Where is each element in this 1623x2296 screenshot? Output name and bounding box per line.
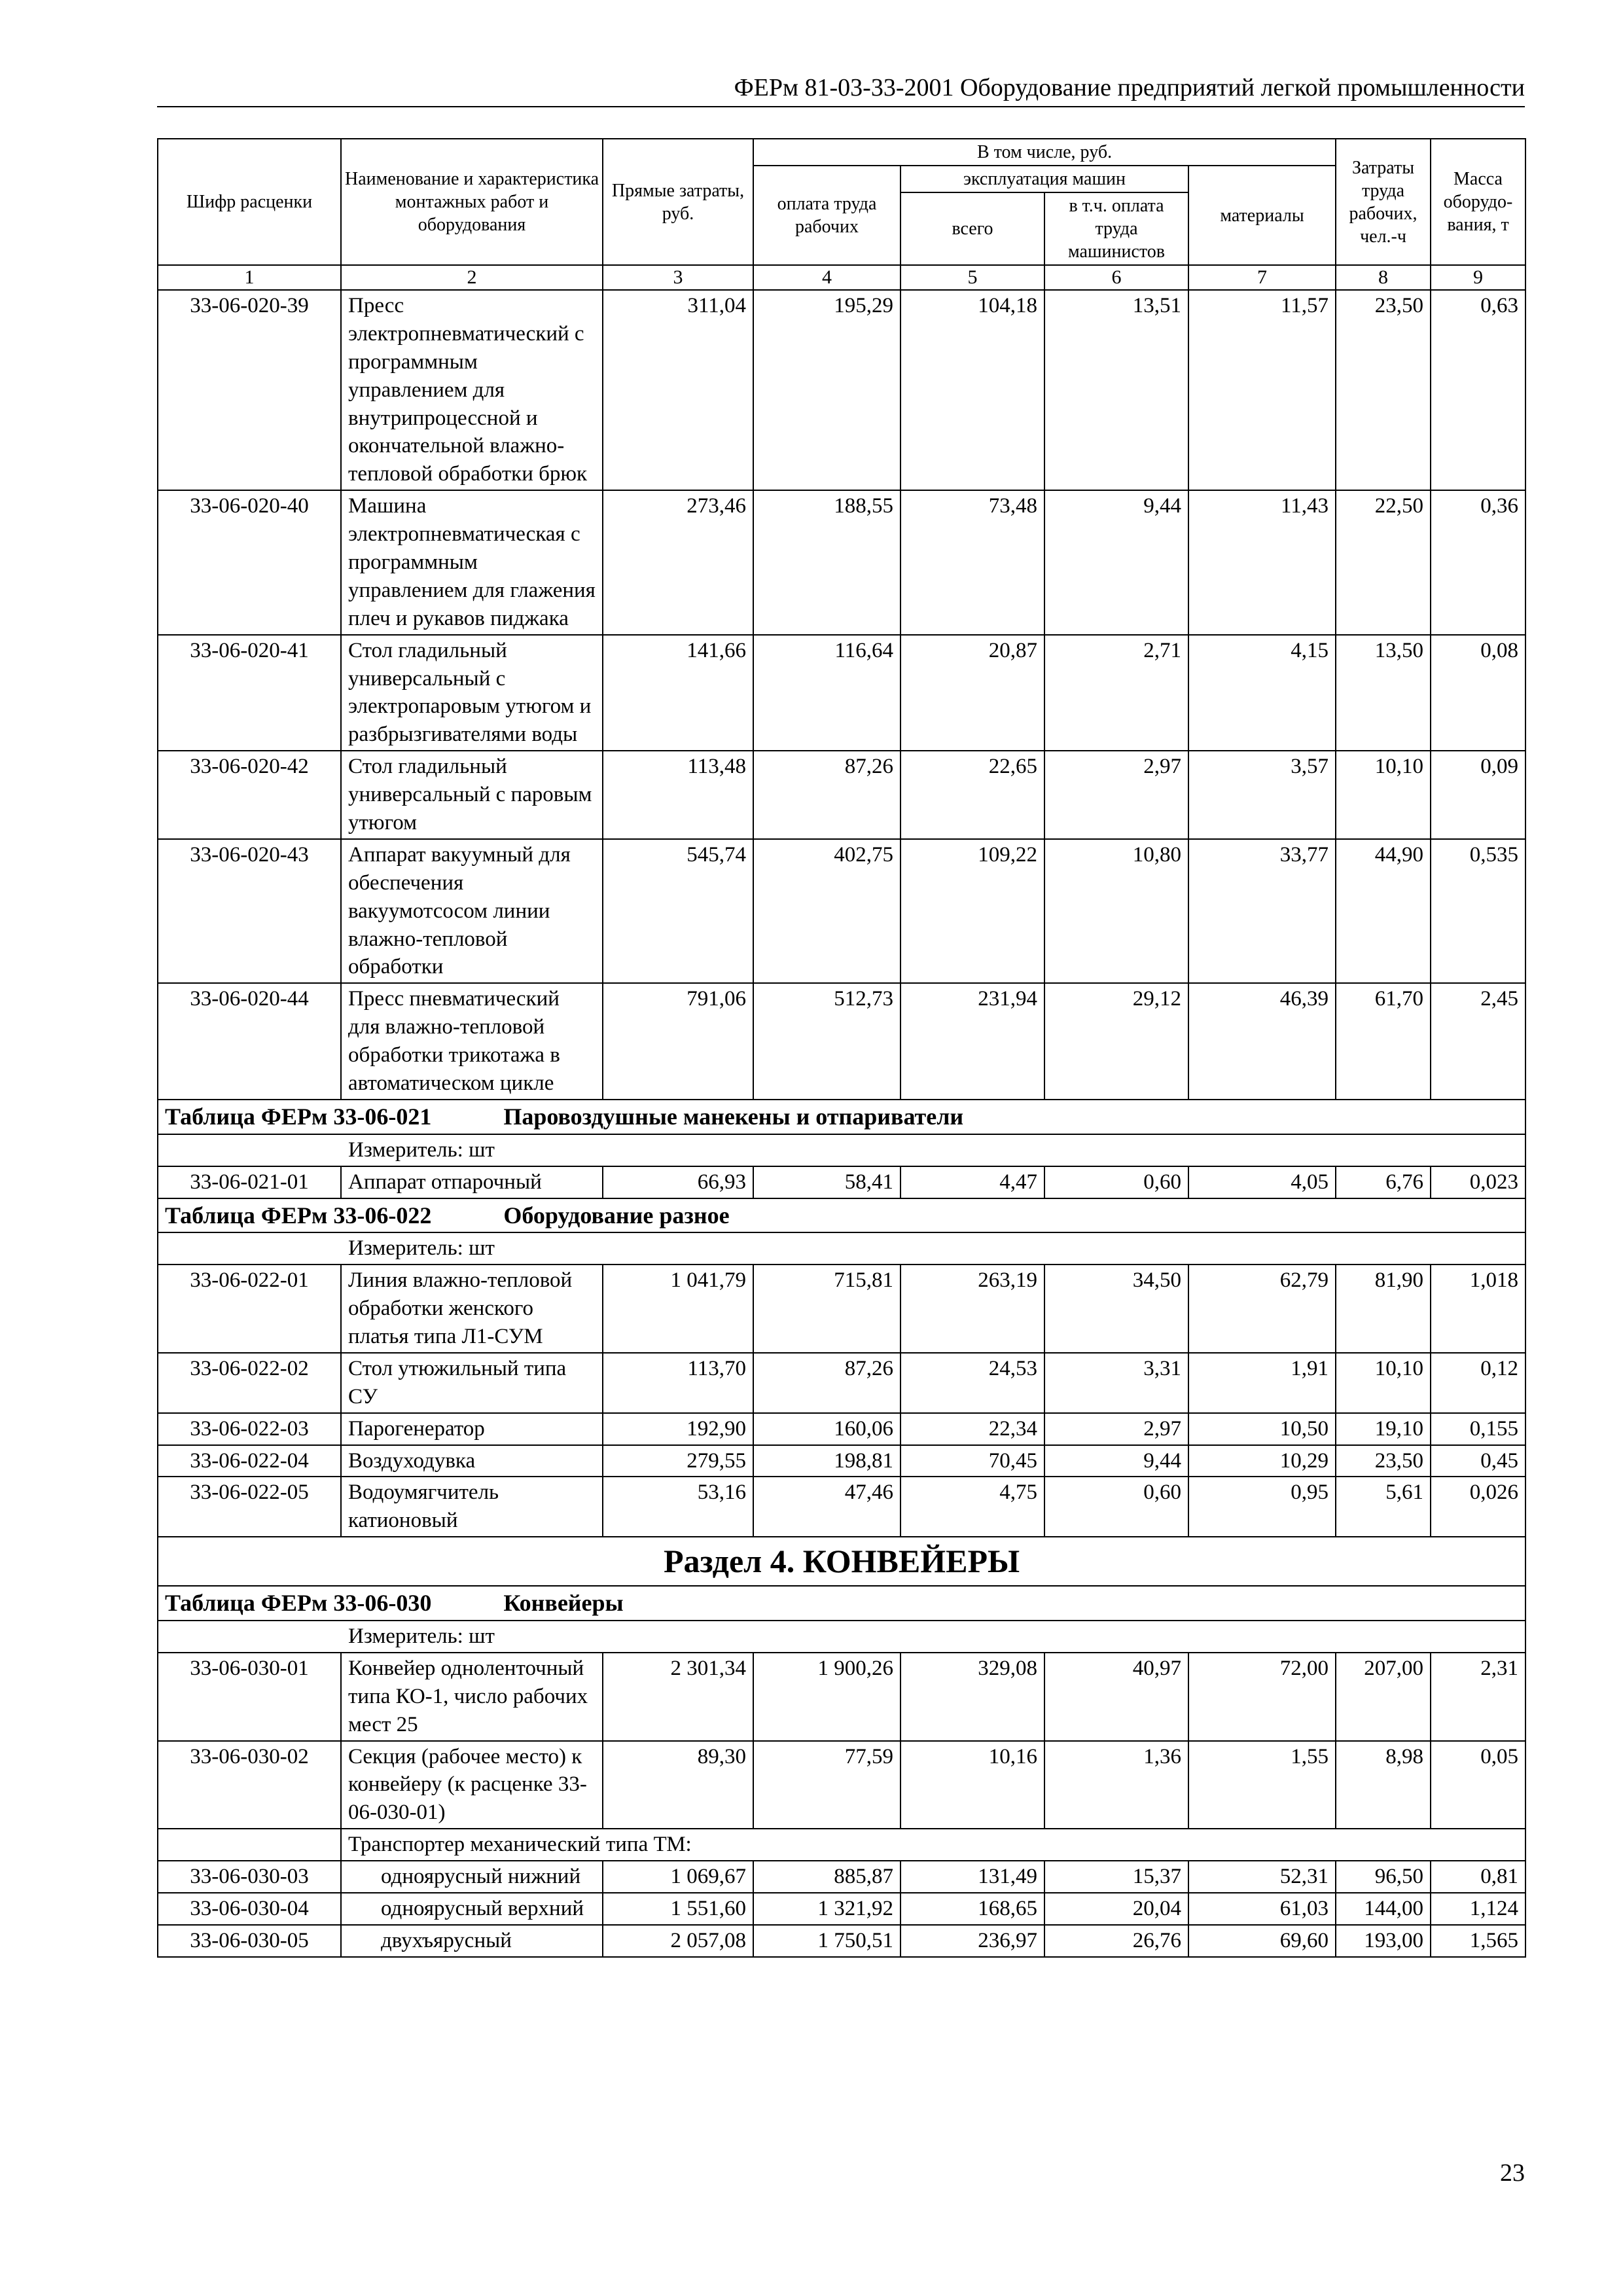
row-machines-wage: 0,60 [1044,1166,1188,1198]
group-title: Транспортер механический типа ТМ: [341,1829,1525,1861]
col-machines-total-header: всего [901,192,1044,265]
measure-row [158,1621,1525,1653]
row-labor-hours: 193,00 [1336,1925,1431,1957]
row-machines-wage: 26,76 [1044,1925,1188,1957]
row-name: Линия влажно-тепловой обработки женского платья типа Л1-СУМ [341,1265,603,1353]
row-mass: 0,535 [1431,839,1525,983]
row-machines-total: 263,19 [901,1265,1044,1353]
col-name-header: Наименование и характеристика монтажных работ и оборудования [341,139,603,265]
row-direct-cost: 273,46 [603,490,753,634]
row-name: одноярусный нижний [341,1861,603,1893]
table-row [158,1445,1525,1477]
row-machines-total: 22,65 [901,751,1044,839]
measure-row [158,1134,1525,1166]
row-labor-hours: 96,50 [1336,1861,1431,1893]
table-row [158,1925,1525,1957]
row-direct-cost: 113,48 [603,751,753,839]
row-machines-wage: 10,80 [1044,839,1188,983]
row-direct-cost: 192,90 [603,1413,753,1445]
row-labor-hours: 5,61 [1336,1477,1431,1537]
row-machines-wage: 9,44 [1044,1445,1188,1477]
row-materials: 3,57 [1188,751,1336,839]
row-direct-cost: 1 551,60 [603,1893,753,1925]
row-machines-total: 4,47 [901,1166,1044,1198]
row-machines-total: 73,48 [901,490,1044,634]
row-machines-total: 109,22 [901,839,1044,983]
row-labor-cost: 198,81 [753,1445,901,1477]
row-name: Стол гладильный универсальный с паровым утюгом [341,751,603,839]
row-machines-wage: 2,71 [1044,635,1188,751]
row-name: Аппарат вакуумный для обеспечения вакуумотсосом линии влажно-тепловой обработки [341,839,603,983]
row-materials: 0,95 [1188,1477,1336,1537]
row-materials: 10,29 [1188,1445,1336,1477]
row-mass: 0,45 [1431,1445,1525,1477]
row-machines-total: 70,45 [901,1445,1044,1477]
table-code: Таблица ФЕРм 33-06-022 [165,1202,432,1229]
row-code: 33-06-020-41 [158,635,341,751]
row-labor-hours: 61,70 [1336,983,1431,1100]
row-labor-hours: 22,50 [1336,490,1431,634]
table-section-title [158,1100,1525,1134]
row-materials: 52,31 [1188,1861,1336,1893]
row-code: 33-06-030-03 [158,1861,341,1893]
table-row [158,751,1525,839]
row-direct-cost: 2 057,08 [603,1925,753,1957]
row-materials: 46,39 [1188,983,1336,1100]
row-direct-cost: 545,74 [603,839,753,983]
row-direct-cost: 66,93 [603,1166,753,1198]
column-number: 6 [1044,265,1188,290]
row-labor-hours: 10,10 [1336,1353,1431,1413]
page-header-title: ФЕРм 81-03-33-2001 Оборудование предприятий легкой промышленности [734,74,1525,101]
column-number: 1 [158,265,341,290]
table-row [158,839,1525,983]
table-row [158,1653,1525,1741]
row-code: 33-06-030-05 [158,1925,341,1957]
row-name: Водоумягчитель катионовый [341,1477,603,1537]
row-machines-total: 131,49 [901,1861,1044,1893]
row-name: Аппарат отпарочный [341,1166,603,1198]
row-machines-total: 20,87 [901,635,1044,751]
row-direct-cost: 311,04 [603,290,753,490]
table-section-title [158,1198,1525,1233]
row-direct-cost: 279,55 [603,1445,753,1477]
row-machines-wage: 15,37 [1044,1861,1188,1893]
page-number: 23 [1500,2159,1525,2187]
col-incl-header: В том числе, руб. [753,139,1336,166]
row-mass: 0,026 [1431,1477,1525,1537]
column-number: 2 [341,265,603,290]
column-number: 8 [1336,265,1431,290]
row-labor-cost: 77,59 [753,1741,901,1829]
row-labor-cost: 160,06 [753,1413,901,1445]
row-name: Воздуходувка [341,1445,603,1477]
row-direct-cost: 791,06 [603,983,753,1100]
table-row [158,1265,1525,1353]
row-code: 33-06-020-40 [158,490,341,634]
row-mass: 0,36 [1431,490,1525,634]
section-title: Раздел 4. КОНВЕЙЕРЫ [158,1537,1525,1586]
row-labor-cost: 58,41 [753,1166,901,1198]
row-labor-hours: 23,50 [1336,290,1431,490]
row-code: 33-06-020-43 [158,839,341,983]
row-labor-hours: 23,50 [1336,1445,1431,1477]
row-name: Пресс электропневматический с программным управлением для внутрипроцессной и окончательной влажно-тепловой обработки брюк [341,290,603,490]
table-row [158,1477,1525,1537]
measure-unit: Измеритель: шт [158,1232,1525,1265]
row-mass: 1,124 [1431,1893,1525,1925]
table-title: Паровоздушные манекены и отпариватели [503,1103,964,1130]
row-machines-wage: 40,97 [1044,1653,1188,1741]
table-code: Таблица ФЕРм 33-06-030 [165,1590,432,1617]
row-labor-cost: 1 321,92 [753,1893,901,1925]
table-row [158,290,1525,490]
row-mass: 0,63 [1431,290,1525,490]
row-machines-wage: 2,97 [1044,751,1188,839]
row-labor-hours: 19,10 [1336,1413,1431,1445]
table-title: Оборудование разное [503,1202,730,1229]
row-materials: 4,05 [1188,1166,1336,1198]
row-code: 33-06-022-04 [158,1445,341,1477]
column-number: 7 [1188,265,1336,290]
table-row [158,1861,1525,1893]
row-code: 33-06-020-44 [158,983,341,1100]
row-materials: 1,91 [1188,1353,1336,1413]
group-row [158,1829,1525,1861]
row-labor-hours: 13,50 [1336,635,1431,751]
row-mass: 0,023 [1431,1166,1525,1198]
measure-row [158,1232,1525,1265]
table-row [158,635,1525,751]
row-labor-cost: 512,73 [753,983,901,1100]
column-number-row [158,265,1525,290]
row-labor-hours: 207,00 [1336,1653,1431,1741]
row-materials: 33,77 [1188,839,1336,983]
row-labor-cost: 47,46 [753,1477,901,1537]
row-name: двухъярусный [341,1925,603,1957]
row-code: 33-06-020-42 [158,751,341,839]
table-row [158,1166,1525,1198]
row-labor-cost: 885,87 [753,1861,901,1893]
row-machines-total: 329,08 [901,1653,1044,1741]
row-machines-wage: 9,44 [1044,490,1188,634]
row-direct-cost: 89,30 [603,1741,753,1829]
col-code-header: Шифр расценки [158,139,341,265]
table-section-title [158,1586,1525,1621]
table-section-row [158,1198,1525,1233]
col-labor-header: оплата труда рабочих [753,166,901,265]
row-labor-hours: 81,90 [1336,1265,1431,1353]
header-row-1 [158,139,1525,166]
row-mass: 2,45 [1431,983,1525,1100]
col-machines-wage-header: в т.ч. оплата труда машинистов [1044,192,1188,265]
row-machines-wage: 0,60 [1044,1477,1188,1537]
column-number: 9 [1431,265,1525,290]
row-mass: 0,12 [1431,1353,1525,1413]
row-mass: 0,09 [1431,751,1525,839]
row-labor-hours: 6,76 [1336,1166,1431,1198]
row-machines-wage: 29,12 [1044,983,1188,1100]
row-machines-total: 231,94 [901,983,1044,1100]
row-machines-wage: 34,50 [1044,1265,1188,1353]
col-machines-header: эксплуатация машин [901,166,1188,192]
row-labor-hours: 44,90 [1336,839,1431,983]
row-labor-cost: 1 900,26 [753,1653,901,1741]
row-mass: 0,05 [1431,1741,1525,1829]
row-name: Пресс пневматический для влажно-тепловой обработки трикотажа в автоматическом цикле [341,983,603,1100]
row-materials: 61,03 [1188,1893,1336,1925]
row-direct-cost: 1 041,79 [603,1265,753,1353]
table-row [158,1353,1525,1413]
row-code: 33-06-020-39 [158,290,341,490]
row-name: Стол гладильный универсальный с электропаровым утюгом и разбрызгивателями воды [341,635,603,751]
row-code: 33-06-022-01 [158,1265,341,1353]
row-machines-wage: 20,04 [1044,1893,1188,1925]
column-number: 3 [603,265,753,290]
section-row [158,1537,1525,1586]
row-machines-total: 4,75 [901,1477,1044,1537]
row-machines-wage: 3,31 [1044,1353,1188,1413]
row-machines-total: 10,16 [901,1741,1044,1829]
row-machines-total: 22,34 [901,1413,1044,1445]
row-mass: 2,31 [1431,1653,1525,1741]
row-machines-wage: 1,36 [1044,1741,1188,1829]
row-materials: 72,00 [1188,1653,1336,1741]
table-row [158,1741,1525,1829]
page-header [157,73,1525,107]
row-machines-total: 24,53 [901,1353,1044,1413]
table-row [158,1893,1525,1925]
measure-unit: Измеритель: шт [158,1621,1525,1653]
row-labor-hours: 8,98 [1336,1741,1431,1829]
row-direct-cost: 2 301,34 [603,1653,753,1741]
row-code: 33-06-022-02 [158,1353,341,1413]
row-mass: 0,155 [1431,1413,1525,1445]
row-materials: 11,57 [1188,290,1336,490]
table-row [158,1413,1525,1445]
row-labor-cost: 715,81 [753,1265,901,1353]
table-section-row [158,1100,1525,1134]
row-name: одноярусный верхний [341,1893,603,1925]
table-row [158,490,1525,634]
col-mass-header: Масса оборудо-вания, т [1431,139,1525,265]
row-labor-cost: 195,29 [753,290,901,490]
row-materials: 62,79 [1188,1265,1336,1353]
row-machines-total: 104,18 [901,290,1044,490]
col-direct-header: Прямые затраты, руб. [603,139,753,265]
row-materials: 4,15 [1188,635,1336,751]
table-row [158,983,1525,1100]
row-code: 33-06-030-02 [158,1741,341,1829]
row-labor-cost: 116,64 [753,635,901,751]
row-labor-cost: 402,75 [753,839,901,983]
row-code: 33-06-022-03 [158,1413,341,1445]
row-machines-total: 236,97 [901,1925,1044,1957]
row-materials: 11,43 [1188,490,1336,634]
column-number: 5 [901,265,1044,290]
col-hours-header: Затраты труда рабочих, чел.-ч [1336,139,1431,265]
row-mass: 1,565 [1431,1925,1525,1957]
row-name: Парогенератор [341,1413,603,1445]
column-number: 4 [753,265,901,290]
table-section-row [158,1586,1525,1621]
row-name: Стол утюжильный типа СУ [341,1353,603,1413]
row-code: 33-06-022-05 [158,1477,341,1537]
group-code-empty [158,1829,341,1861]
row-mass: 0,81 [1431,1861,1525,1893]
row-code: 33-06-030-04 [158,1893,341,1925]
row-direct-cost: 53,16 [603,1477,753,1537]
row-labor-cost: 188,55 [753,490,901,634]
row-materials: 1,55 [1188,1741,1336,1829]
row-machines-wage: 13,51 [1044,290,1188,490]
measure-unit: Измеритель: шт [158,1134,1525,1166]
row-name: Секция (рабочее место) к конвейеру (к расценке 33-06-030-01) [341,1741,603,1829]
row-labor-cost: 1 750,51 [753,1925,901,1957]
row-name: Конвейер одноленточный типа КО-1, число рабочих мест 25 [341,1653,603,1741]
row-materials: 69,60 [1188,1925,1336,1957]
table-code: Таблица ФЕРм 33-06-021 [165,1103,432,1130]
table-title: Конвейеры [503,1590,624,1617]
row-mass: 0,08 [1431,635,1525,751]
row-direct-cost: 113,70 [603,1353,753,1413]
row-code: 33-06-030-01 [158,1653,341,1741]
row-machines-total: 168,65 [901,1893,1044,1925]
row-machines-wage: 2,97 [1044,1413,1188,1445]
row-code: 33-06-021-01 [158,1166,341,1198]
row-labor-cost: 87,26 [753,1353,901,1413]
row-labor-cost: 87,26 [753,751,901,839]
row-name: Машина электропневматическая с программным управлением для глажения плеч и рукавов пиджака [341,490,603,634]
price-table [157,138,1526,1958]
row-labor-hours: 10,10 [1336,751,1431,839]
row-labor-hours: 144,00 [1336,1893,1431,1925]
row-mass: 1,018 [1431,1265,1525,1353]
col-materials-header: материалы [1188,166,1336,265]
row-materials: 10,50 [1188,1413,1336,1445]
row-direct-cost: 1 069,67 [603,1861,753,1893]
row-direct-cost: 141,66 [603,635,753,751]
